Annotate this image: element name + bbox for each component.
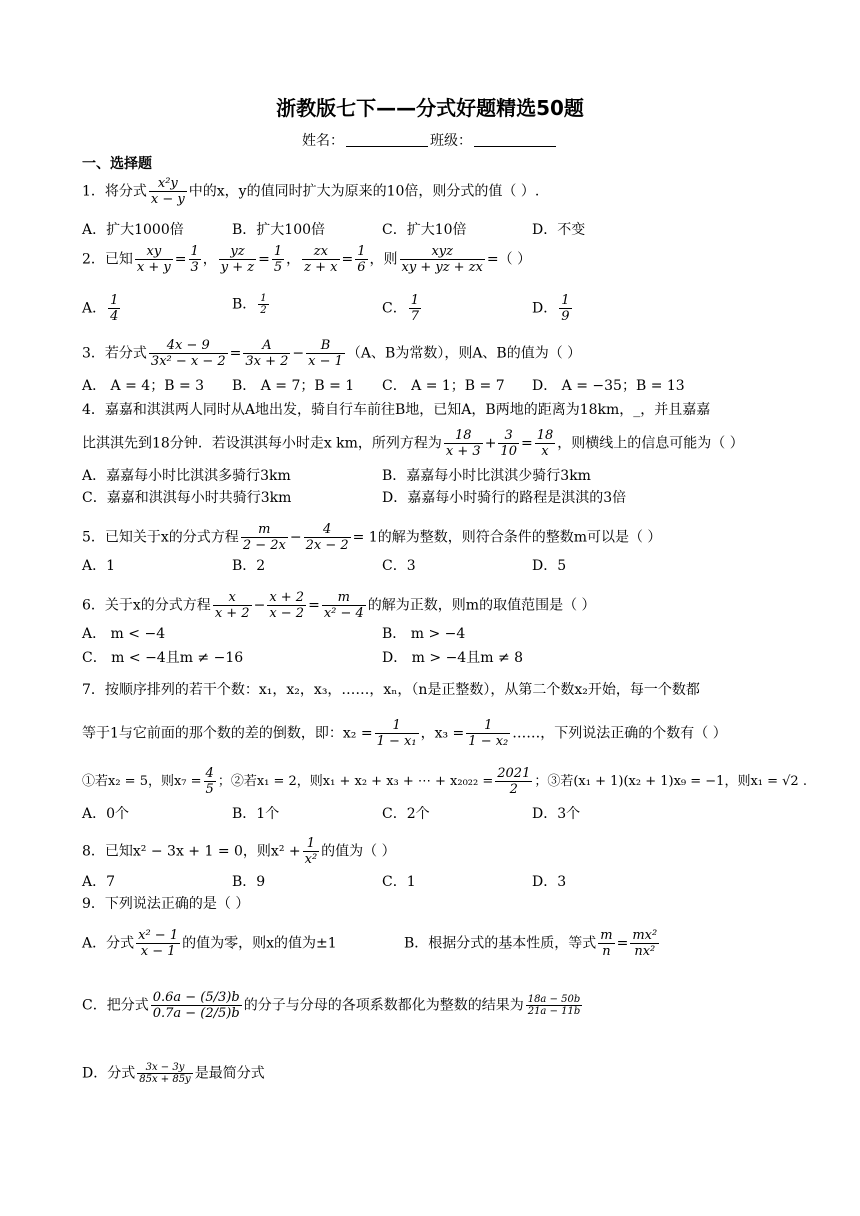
question-8: 8．已知x² − 3x + 1 = 0，则x² + $\frac{1}{\text{x²}}$ 的值为（ ） (82, 836, 396, 867)
q6-option-d[interactable]: D． m > −4且m ≠ 8 (382, 650, 524, 666)
question-7-line3: ①若x₂ = 5，则x₇ = $\frac{4}{5}$ ；②若x₁ = 2，则x₁ + x₂ + x₃ + ⋯ + x₂₀₂₂ = $\frac{2021}{2}$ ；③若(x₁ + 1)(x₂ + 1)x₉ = −1，则x₁ = √2 . (82, 766, 807, 797)
q3-option-a[interactable]: A． A = 4；B = 3 (82, 378, 205, 394)
q2-option-c[interactable]: C． $\frac{1}{7}$ (382, 293, 419, 324)
q8-option-c[interactable]: C．1 (382, 874, 416, 890)
q8-option-d[interactable]: D．3 (532, 874, 567, 890)
q6-option-c[interactable]: C． m < −4且m ≠ −16 (82, 650, 244, 666)
q2-option-d[interactable]: D． $\frac{1}{9}$ (532, 293, 570, 324)
q9-option-a[interactable]: A．分式 $\frac{\text{x² − 1}}{x - 1}$ 的值为零，则x的值为±1 (82, 928, 337, 959)
q7-option-d[interactable]: D．3个 (532, 806, 581, 822)
question-7-line1: 7．按顺序排列的若干个数：x₁，x₂，x₃，……，xₙ，（n是正整数），从第二个数x₂开始，每一个数都 (82, 682, 700, 698)
q5-option-c[interactable]: C．3 (382, 558, 416, 574)
question-4-line2: 比淇淇先到18分钟．若设淇淇每小时走x km，所列方程为 $\frac{18}{x + 3}$ + $\frac{3}{10}$ = $\frac{18}{x}$ ，则横线上的信息可能为（ ） (82, 428, 744, 459)
q1-option-a[interactable]: A．扩大1000倍 (82, 222, 184, 238)
q1-option-d[interactable]: D．不变 (532, 222, 586, 238)
q7-option-a[interactable]: A．0个 (82, 806, 130, 822)
q5-option-d[interactable]: D．5 (532, 558, 567, 574)
student-info-line (0, 130, 860, 150)
q4-option-a[interactable]: A．嘉嘉每小时比淇淇多骑行3km (82, 468, 291, 484)
q3-option-b[interactable]: B． A = 7；B = 1 (232, 378, 355, 394)
q1-pre: 1．将分式 (82, 183, 147, 200)
q9-option-b[interactable]: B．根据分式的基本性质，等式 $\frac{m}{n}$ = $\frac{\text{mx²}}{\text{nx²}}$ (404, 928, 658, 959)
name-label: 姓名： (302, 133, 344, 149)
q5-option-b[interactable]: B．2 (232, 558, 266, 574)
question-9-stem: 9．下列说法正确的是（ ） (82, 896, 250, 912)
question-4-line1: 4．嘉嘉和淇淇两人同时从A地出发，骑自行车前往B地，已知A，B两地的距离为18km，_，并且嘉嘉 (82, 402, 711, 418)
question-5: 5．已知关于x的分式方程 $\frac{m}{2 - 2x}$ − $\frac{4}{2x - 2}$ = 1的解为整数，则符合条件的整数m可以是（ ） (82, 522, 662, 553)
q4-option-b[interactable]: B．嘉嘉每小时比淇淇少骑行3km (382, 468, 591, 484)
q8-option-a[interactable]: A．7 (82, 874, 116, 890)
question-6: 6．关于x的分式方程 $\frac{x}{x + 2}$ − $\frac{x + 2}{x - 2}$ = $\frac{m}{\text{x² − 4}}$ 的解为正数，则m的取值范围是（ ） (82, 590, 596, 621)
q6-option-a[interactable]: A． m < −4 (82, 626, 166, 642)
section-heading: 一、选择题 (82, 156, 152, 172)
question-3: 3．若分式 $\frac{4x - 9}{\text{3x² − x − 2}}$ = $\frac{A}{3x + 2}$ − $\frac{B}{x - 1}$ （A、B为常数），则A、B的值为（ ） (82, 338, 582, 369)
page-title: 浙教版七下——分式好题精选50题 (276, 96, 584, 120)
name-blank[interactable] (346, 133, 428, 147)
q7-option-b[interactable]: B．1个 (232, 806, 280, 822)
q7-option-c[interactable]: C．2个 (382, 806, 430, 822)
q2-option-a[interactable]: A． $\frac{1}{4}$ (82, 293, 119, 324)
q1-post: 中的x，y的值同时扩大为原来的10倍，则分式的值（ ）. (188, 183, 540, 200)
class-label: 班级： (430, 133, 472, 149)
question-2: 2．已知 $\frac{xy}{x + y}$ = $\frac{1}{3}$ ， $\frac{yz}{y + z}$ = $\frac{1}{5}$ ， $\frac{zx}{z + x}$ = $\frac{1}{6}$ ，则 $\frac{\text{xyz}}{xy + yz + zx}$ =（ ） (82, 244, 532, 275)
q1-option-c[interactable]: C．扩大10倍 (382, 222, 467, 238)
q9-option-d[interactable]: D．分式 $\frac{3x - 3y}{85x + 85y}$ 是最简分式 (82, 1062, 265, 1085)
q3-option-d[interactable]: D． A = −35；B = 13 (532, 378, 685, 394)
q3-option-c[interactable]: C． A = 1；B = 7 (382, 378, 505, 394)
question-1 (82, 176, 782, 207)
q4-option-d[interactable]: D．嘉嘉每小时骑行的路程是淇淇的3倍 (382, 490, 627, 506)
q9-option-c[interactable]: C．把分式 $\frac{0.6a - (5/3)b}{0.7a - (2/5)b}$ 的分子与分母的各项系数都化为整数的结果为 $\frac{18a - 50b}{21a - 11b}$ (82, 990, 581, 1021)
q1-option-b[interactable]: B．扩大100倍 (232, 222, 326, 238)
class-blank[interactable] (474, 133, 556, 147)
q6-option-b[interactable]: B． m > −4 (382, 626, 466, 642)
question-7-line2: 等于1与它前面的那个数的差的倒数，即：x₂ = $\frac{1}{\text{1 − x₁}}$ ，x₃ = $\frac{1}{\text{1 − x₂}}$ ……，下列说法正确的个数有（ ） (82, 718, 727, 749)
q4-option-c[interactable]: C．嘉嘉和淇淇每小时共骑行3km (82, 490, 292, 506)
q5-option-a[interactable]: A．1 (82, 558, 116, 574)
q1-fraction: $\frac{\text{x²y}}{x - y}$ (150, 176, 185, 207)
q8-option-b[interactable]: B．9 (232, 874, 266, 890)
q2-option-b[interactable]: B． $\frac{1}{2}$ (232, 293, 267, 316)
